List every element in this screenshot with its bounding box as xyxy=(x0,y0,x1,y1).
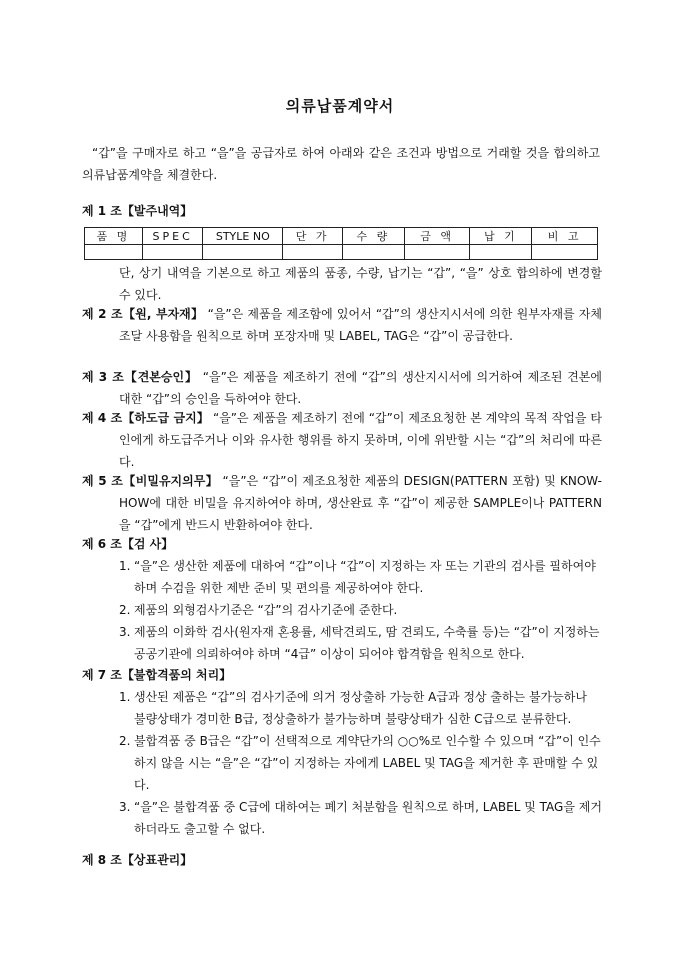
table-header-cell: 비 고 xyxy=(532,228,598,245)
item-text: 제품의 외형검사기준은 “갑”의 검사기준에 준한다. xyxy=(134,603,398,617)
article-7-items xyxy=(82,686,602,840)
article-5 xyxy=(82,470,602,536)
article-1 xyxy=(82,200,602,222)
order-spec-table xyxy=(84,227,598,260)
table-row xyxy=(85,245,598,260)
item-number: 3. xyxy=(119,625,131,639)
article-5-heading: 제 5 조【비밀유지의무】 xyxy=(82,474,219,488)
item-text: 제품의 이화학 검사(원자재 혼용률, 세탁견뢰도, 땀 견뢰도, 수축률 등)는 “갑”이 지정하는 공공기관에 의뢰하여야 하며 “4급” 이상이 되어야 합격함을 원칙으로 한다. xyxy=(134,625,600,661)
item-text: “을”은 불합격품 중 C급에 대하여는 폐기 처분함을 원칙으로 하며, LABEL 및 TAG을 제거하더라도 출고할 수 없다. xyxy=(134,800,602,836)
article-1-note xyxy=(82,262,602,306)
table-header-row xyxy=(85,228,598,245)
list-item xyxy=(119,686,602,730)
table-cell xyxy=(283,245,343,260)
list-item xyxy=(119,599,602,621)
article-6 xyxy=(82,533,602,665)
table-cell xyxy=(203,245,283,260)
table-cell xyxy=(470,245,532,260)
list-item xyxy=(119,555,602,599)
article-7-heading: 제 7 조【불합격품의 처리】 xyxy=(82,668,232,682)
item-number: 2. xyxy=(119,734,131,748)
article-3-text: “을”은 제품을 제조하기 전에 “갑”의 생산지시서에 의거하여 제조된 견본에 대한 “갑”의 승인을 득하여야 한다. xyxy=(119,370,602,406)
item-text: “을”은 생산한 제품에 대하여 “갑”이나 “갑”이 지정하는 자 또는 기관의 검사를 필하여야 하며 수검을 위한 제반 준비 및 편의를 제공하여야 한다. xyxy=(134,559,596,595)
item-number: 1. xyxy=(119,559,131,573)
list-item xyxy=(119,621,602,665)
article-8-heading: 제 8 조【상표관리】 xyxy=(82,853,193,867)
article-8 xyxy=(82,849,602,871)
article-1-heading: 제 1 조【발주내역】 xyxy=(82,204,193,218)
document-title: 의류납품계약서 xyxy=(285,97,395,115)
article-5-text: “을”은 “갑”이 제조요청한 제품의 DESIGN(PATTERN 포함) 및 KNOW-HOW에 대한 비밀을 유지하여야 하며, 생산완료 후 “갑”이 제공한 SAMPLE이나 PATTERN을 “갑”에게 반드시 반환하여야 한다. xyxy=(119,474,602,532)
article-4 xyxy=(82,407,602,473)
article-4-heading: 제 4 조【하도급 금지】 xyxy=(82,411,210,425)
intro-paragraph: “갑”을 구매자로 하고 “을”을 공급자로 하여 아래와 같은 조건과 방법으로 거래할 것을 합의하고 의류납품계약을 체결한다. xyxy=(82,146,600,182)
table-header-cell: 납 기 xyxy=(470,228,532,245)
item-number: 1. xyxy=(119,690,131,704)
article-4-text: “을”은 제품을 제조하기 전에 “갑”이 제조요청한 본 계약의 목적 작업을 타인에게 하도급주거나 이와 유사한 행위를 하지 못하며, 이에 위반할 시는 “갑”의 처리에 따른다. xyxy=(119,411,603,469)
table-cell xyxy=(532,245,598,260)
item-number: 3. xyxy=(119,800,131,814)
table-cell xyxy=(404,245,470,260)
list-item xyxy=(119,796,602,840)
article-6-items xyxy=(82,555,602,665)
table-header-cell: SPEC xyxy=(142,228,203,245)
table-cell xyxy=(142,245,203,260)
table-header-cell: STYLE NO xyxy=(203,228,283,245)
table-header-cell: 수 량 xyxy=(343,228,405,245)
item-number: 2. xyxy=(119,603,131,617)
article-6-heading: 제 6 조【검 사】 xyxy=(82,537,174,551)
article-2-text: “을”은 제품을 제조함에 있어서 “갑”의 생산지시서에 의한 원부자재를 자체 조달 사용함을 원칙으로 하며 포장자매 및 LABEL, TAG은 “갑”이 공급한다. xyxy=(119,307,602,343)
article-2-heading: 제 2 조【원, 부자재】 xyxy=(82,307,204,321)
article-3 xyxy=(82,366,602,410)
article-2 xyxy=(82,303,602,347)
table-cell xyxy=(343,245,405,260)
list-item xyxy=(119,730,602,796)
item-text: 생산된 제품은 “갑”의 검사기준에 의거 정상출하 가능한 A급과 정상 출하는 불가능하나 불량상태가 경미한 B급, 정상출하가 불가능하며 불량상태가 심한 C급으로 분류한다. xyxy=(134,690,587,726)
table-header-cell: 금 액 xyxy=(404,228,470,245)
article-1-text: 단, 상기 내역을 기본으로 하고 제품의 품종, 수량, 납기는 “갑”, “을” 상호 합의하에 변경할 수 있다. xyxy=(119,266,602,302)
item-text: 불합격품 중 B급은 “갑”이 선택적으로 계약단가의 ○○%로 인수할 수 있으며 “갑”이 인수하지 않을 시는 “을”은 “갑”이 지정하는 자에게 LABEL 및 TAG을 제거한 후 판매할 수 있다. xyxy=(134,734,601,792)
table-cell xyxy=(85,245,143,260)
table-header-cell: 단 가 xyxy=(283,228,343,245)
article-3-heading: 제 3 조【견본승인】 xyxy=(82,370,198,384)
table-header-cell: 품 명 xyxy=(85,228,143,245)
article-7 xyxy=(82,664,602,840)
